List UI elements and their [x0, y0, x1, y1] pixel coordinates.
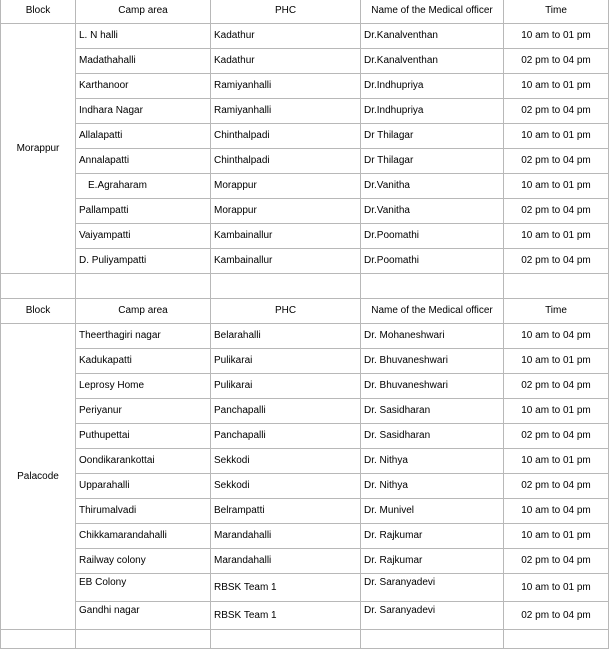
phc-cell: Panchapalli	[211, 424, 361, 449]
table-row	[1, 149, 609, 174]
time-cell: 10 am to 04 pm	[504, 499, 609, 524]
camp-area-cell: Pallampatti	[76, 199, 211, 224]
header-row	[1, 299, 609, 324]
phc-cell: Kadathur	[211, 49, 361, 74]
time-cell: 10 am to 01 pm	[504, 574, 609, 602]
block-cell: Palacode	[1, 324, 76, 630]
phc-cell: Morappur	[211, 199, 361, 224]
officer-cell: Dr. Saranyadevi	[361, 574, 504, 602]
time-cell: 02 pm to 04 pm	[504, 199, 609, 224]
spacer-row	[1, 630, 609, 649]
empty-cell	[504, 274, 609, 299]
officer-cell: Dr. Bhuvaneshwari	[361, 374, 504, 399]
empty-cell	[211, 630, 361, 649]
time-cell: 02 pm to 04 pm	[504, 424, 609, 449]
officer-cell: Dr. Nithya	[361, 474, 504, 499]
officer-cell: Dr Thilagar	[361, 149, 504, 174]
phc-cell: Chinthalpadi	[211, 124, 361, 149]
spacer-row	[1, 274, 609, 299]
table-row	[1, 224, 609, 249]
table-row	[1, 349, 609, 374]
phc-cell: Pulikarai	[211, 374, 361, 399]
phc-cell: Belrampatti	[211, 499, 361, 524]
camp-area-cell: Gandhi nagar	[76, 602, 211, 630]
header-time: Time	[504, 299, 609, 324]
camp-area-cell: E.Agraharam	[76, 174, 211, 199]
time-cell: 02 pm to 04 pm	[504, 99, 609, 124]
camp-area-cell: L. N halli	[76, 24, 211, 49]
time-cell: 02 pm to 04 pm	[504, 474, 609, 499]
phc-cell: Sekkodi	[211, 474, 361, 499]
table-row	[1, 124, 609, 149]
table-row	[1, 449, 609, 474]
officer-cell: Dr.Poomathi	[361, 224, 504, 249]
time-cell: 10 am to 01 pm	[504, 124, 609, 149]
camp-area-cell: Upparahalli	[76, 474, 211, 499]
officer-cell: Dr.Indhupriya	[361, 74, 504, 99]
header-phc: PHC	[211, 0, 361, 24]
time-cell: 02 pm to 04 pm	[504, 602, 609, 630]
phc-cell: Chinthalpadi	[211, 149, 361, 174]
phc-cell: Ramiyanhalli	[211, 74, 361, 99]
camp-area-cell: Vaiyampatti	[76, 224, 211, 249]
camp-area-cell: Allalapatti	[76, 124, 211, 149]
officer-cell: Dr. Rajkumar	[361, 524, 504, 549]
camp-area-cell: Kadukapatti	[76, 349, 211, 374]
officer-cell: Dr.Indhupriya	[361, 99, 504, 124]
phc-cell: Morappur	[211, 174, 361, 199]
empty-cell	[361, 630, 504, 649]
phc-cell: Kambainallur	[211, 249, 361, 274]
camp-area-cell: Chikkamarandahalli	[76, 524, 211, 549]
table-row	[1, 49, 609, 74]
time-cell: 10 am to 04 pm	[504, 324, 609, 349]
table-row	[1, 249, 609, 274]
empty-cell	[1, 630, 76, 649]
header-block: Block	[1, 299, 76, 324]
time-cell: 02 pm to 04 pm	[504, 549, 609, 574]
officer-cell: Dr.Poomathi	[361, 249, 504, 274]
time-cell: 10 am to 01 pm	[504, 524, 609, 549]
camp-area-cell: Oondikarankottai	[76, 449, 211, 474]
officer-cell: Dr. Bhuvaneshwari	[361, 349, 504, 374]
phc-cell: Pulikarai	[211, 349, 361, 374]
time-cell: 10 am to 01 pm	[504, 174, 609, 199]
header-medical-officer: Name of the Medical officer	[361, 299, 504, 324]
header-phc: PHC	[211, 299, 361, 324]
camp-area-cell: Annalapatti	[76, 149, 211, 174]
camp-area-cell: Karthanoor	[76, 74, 211, 99]
time-cell: 10 am to 01 pm	[504, 224, 609, 249]
camp-area-cell: Periyanur	[76, 399, 211, 424]
header-medical-officer: Name of the Medical officer	[361, 0, 504, 24]
phc-cell: RBSK Team 1	[211, 574, 361, 602]
phc-cell: Kambainallur	[211, 224, 361, 249]
phc-cell: Panchapalli	[211, 399, 361, 424]
header-camp-area: Camp area	[76, 0, 211, 24]
camp-area-cell: Indhara Nagar	[76, 99, 211, 124]
header-time: Time	[504, 0, 609, 24]
officer-cell: Dr. Sasidharan	[361, 399, 504, 424]
officer-cell: Dr.Vanitha	[361, 174, 504, 199]
phc-cell: Marandahalli	[211, 524, 361, 549]
camp-area-cell: Leprosy Home	[76, 374, 211, 399]
camp-area-cell: Puthupettai	[76, 424, 211, 449]
table-row	[1, 24, 609, 49]
empty-cell	[361, 274, 504, 299]
time-cell: 10 am to 01 pm	[504, 74, 609, 99]
block-cell: Morappur	[1, 24, 76, 274]
phc-cell: Ramiyanhalli	[211, 99, 361, 124]
camp-area-cell: Railway colony	[76, 549, 211, 574]
table-row	[1, 602, 609, 630]
officer-cell: Dr. Saranyadevi	[361, 602, 504, 630]
officer-cell: Dr.Vanitha	[361, 199, 504, 224]
camp-area-cell: Thirumalvadi	[76, 499, 211, 524]
table-row	[1, 424, 609, 449]
time-cell: 10 am to 01 pm	[504, 349, 609, 374]
table-row	[1, 74, 609, 99]
phc-cell: Belarahalli	[211, 324, 361, 349]
header-row	[1, 0, 609, 24]
empty-cell	[76, 274, 211, 299]
time-cell: 10 am to 01 pm	[504, 449, 609, 474]
officer-cell: Dr. Rajkumar	[361, 549, 504, 574]
camp-area-cell: Madathahalli	[76, 49, 211, 74]
time-cell: 02 pm to 04 pm	[504, 249, 609, 274]
table-row	[1, 324, 609, 349]
header-camp-area: Camp area	[76, 299, 211, 324]
empty-cell	[1, 274, 76, 299]
time-cell: 02 pm to 04 pm	[504, 49, 609, 74]
officer-cell: Dr.Kanalventhan	[361, 49, 504, 74]
time-cell: 10 am to 01 pm	[504, 399, 609, 424]
phc-cell: RBSK Team 1	[211, 602, 361, 630]
officer-cell: Dr. Sasidharan	[361, 424, 504, 449]
phc-cell: Kadathur	[211, 24, 361, 49]
empty-cell	[504, 630, 609, 649]
table-row	[1, 574, 609, 602]
table-row	[1, 474, 609, 499]
phc-cell: Sekkodi	[211, 449, 361, 474]
officer-cell: Dr. Nithya	[361, 449, 504, 474]
table-row	[1, 99, 609, 124]
officer-cell: Dr. Mohaneshwari	[361, 324, 504, 349]
officer-cell: Dr Thilagar	[361, 124, 504, 149]
officer-cell: Dr. Munivel	[361, 499, 504, 524]
table-row	[1, 374, 609, 399]
table-row	[1, 524, 609, 549]
phc-cell: Marandahalli	[211, 549, 361, 574]
camp-area-cell: D. Puliyampatti	[76, 249, 211, 274]
empty-cell	[76, 630, 211, 649]
time-cell: 02 pm to 04 pm	[504, 374, 609, 399]
empty-cell	[211, 274, 361, 299]
table-row	[1, 499, 609, 524]
officer-cell: Dr.Kanalventhan	[361, 24, 504, 49]
time-cell: 02 pm to 04 pm	[504, 149, 609, 174]
table-row	[1, 174, 609, 199]
header-block: Block	[1, 0, 76, 24]
time-cell: 10 am to 01 pm	[504, 24, 609, 49]
table-row	[1, 399, 609, 424]
table-row	[1, 549, 609, 574]
table-row	[1, 199, 609, 224]
camp-area-cell: EB Colony	[76, 574, 211, 602]
camp-area-cell: Theerthagiri nagar	[76, 324, 211, 349]
